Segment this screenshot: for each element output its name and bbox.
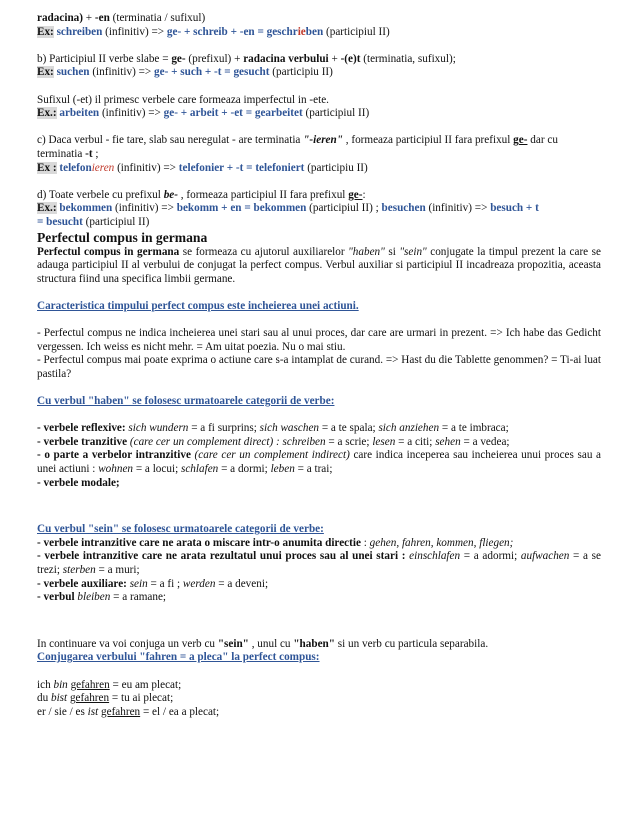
text: gefahren	[101, 705, 141, 718]
text: (terminatia / sufixul)	[109, 12, 206, 24]
text: bin	[53, 678, 68, 691]
text: lesen	[372, 435, 396, 448]
text: besuchen	[381, 202, 426, 215]
text: d) Toate verbele cu prefixul	[37, 188, 164, 201]
text: sehen	[435, 435, 461, 448]
usage-line-1: - Perfectul compus ne indica incheierea unei stari sau al unui proces, dar care are urmari in prezent. => Ich habe das Gedicht vergessen. Ich weiss es nicht mehr. = Am uitat poezia. Nu o mai stiu.	[37, 327, 601, 353]
text: :	[360, 536, 370, 549]
example-label: Ex :	[37, 161, 57, 174]
text: (participiul II)	[302, 107, 370, 120]
text: ge- + such + -t = gesucht	[154, 66, 270, 79]
text: bist	[50, 692, 68, 705]
text: -t	[85, 147, 93, 160]
text: (infinitiv) =>	[114, 161, 179, 174]
sein-directie	[37, 537, 601, 551]
text: =	[254, 25, 267, 38]
text: ge- + arbeit + -et = gearbeitet	[163, 107, 303, 120]
text: "sein"	[217, 637, 249, 650]
rule-c	[37, 134, 601, 161]
example-arbeiten	[37, 107, 601, 121]
example-label: Ex:	[37, 25, 54, 38]
rule-b	[37, 53, 601, 67]
text: conjugate la timpul prezent la care se adauga participiul II al verbului de conjugat la perfect compus. Verbul auxiliar si participiul II incadreaza propozitia, aceasta structura fiind una specifica limbii germane.	[37, 245, 601, 285]
text: , formeaza participiul II fara prefixul	[177, 188, 349, 201]
text: sich wundern	[125, 422, 189, 435]
text: ie	[297, 25, 306, 38]
text: bleiben	[74, 591, 111, 604]
text: = a vedea;	[460, 435, 510, 448]
characteristic-heading: Caracteristica timpului perfect compus este incheierea unei actiuni.	[37, 299, 359, 312]
text: care indica inceperea sau incheierea unui proces sau a unei actiuni :	[37, 449, 601, 475]
text: = a citi;	[395, 435, 436, 448]
text: = a deveni;	[215, 577, 269, 590]
text: gefahren	[70, 678, 110, 691]
sein-bleiben	[37, 591, 601, 605]
continue-paragraph	[37, 638, 601, 652]
text: dar cu terminatia	[37, 134, 558, 160]
text: (participiul II) ;	[306, 202, 382, 215]
text: = a fi surprins;	[188, 422, 260, 435]
text: sich waschen	[259, 422, 320, 435]
text: = eu am plecat;	[109, 678, 182, 691]
example-schreiben	[37, 26, 601, 40]
text: ge-	[513, 134, 528, 147]
text: -(e)t	[340, 52, 361, 65]
text: - verbele reflexive:	[37, 422, 126, 435]
text: aufwachen	[520, 550, 570, 563]
text: sich anziehen	[378, 422, 440, 435]
text: schreib	[193, 25, 228, 38]
sein-auxiliare	[37, 578, 601, 592]
text: besuch + t	[490, 202, 539, 215]
text: bekomm + en = bekommen	[176, 202, 307, 215]
sein-heading: Cu verbul "sein" se folosesc urmatoarele categorii de verbe:	[37, 523, 324, 536]
text: c) Daca verbul - fie tare, slab sau neregulat - are terminatia	[37, 134, 304, 147]
text: (infinitiv) =>	[99, 107, 164, 120]
text: (infinitiv) =>	[425, 202, 491, 215]
text: , formeaza participiul II fara prefixul	[342, 134, 514, 147]
text: bekommen	[59, 202, 113, 215]
text: - verbele tranzitive	[37, 435, 128, 448]
text: werden	[182, 577, 216, 590]
text: +	[227, 25, 240, 38]
example-suchen	[37, 66, 601, 80]
text: "-ieren"	[303, 134, 343, 147]
haben-intranzitive	[37, 449, 601, 476]
text: (infinitiv) =>	[102, 25, 167, 38]
text: (participiul II)	[82, 215, 150, 228]
text: (participiul II)	[323, 25, 390, 38]
text: (infinitiv) =>	[89, 66, 155, 79]
haben-tranzitive	[37, 436, 601, 450]
text: = tu ai plecat;	[109, 692, 174, 705]
text: schreiben	[282, 435, 326, 448]
text: suchen	[56, 66, 90, 79]
conjugation-row	[37, 706, 601, 720]
example-label: Ex.:	[37, 202, 57, 215]
suffix-note: Sufixul (-et) il primesc verbele care formeaza imperfectul in -ete.	[37, 93, 329, 106]
text: telefonier + -t = telefoniert	[178, 161, 305, 174]
text: si	[384, 245, 400, 258]
text: ;	[92, 147, 99, 160]
text: er / sie / es	[37, 705, 88, 718]
text: (infinitiv) =>	[112, 202, 177, 215]
text: b) Participiul II verbe slabe =	[37, 52, 172, 65]
example-label: Ex.:	[37, 107, 57, 120]
text: +	[181, 25, 194, 38]
text: - verbele intranzitive care ne arata o miscare intr-o anumita directie	[37, 536, 361, 549]
text: (prefixul) +	[185, 52, 244, 65]
text: leben	[270, 463, 295, 475]
rule-d	[37, 189, 601, 203]
text: +	[328, 52, 341, 65]
text: +	[83, 12, 95, 24]
text: (participiu II)	[269, 66, 333, 79]
text: ich	[37, 678, 54, 691]
haben-heading: Cu verbul "haben" se folosesc urmatoarele categorii de verbe:	[37, 395, 335, 408]
text: = a ramane;	[110, 591, 167, 604]
text: = a te spala;	[319, 422, 379, 435]
example-telefonieren	[37, 162, 601, 176]
text: (care cer un complement direct) :	[127, 435, 283, 448]
text: gefahren	[69, 692, 110, 705]
text: geschr	[266, 25, 298, 38]
text: ist	[87, 705, 99, 718]
example-label: Ex:	[37, 66, 54, 79]
text: schreiben	[56, 25, 103, 38]
text: = a se trezi;	[37, 550, 601, 576]
text: radacina verbului	[243, 52, 329, 65]
conjugation-heading: Conjugarea verbului "fahren = a pleca" la perfect compus:	[37, 651, 320, 664]
text: In continuare va voi conjuga un verb cu	[37, 637, 218, 650]
text: :	[362, 188, 366, 201]
text: ge-	[171, 52, 186, 65]
intro-paragraph	[37, 246, 601, 287]
text: -en	[239, 25, 255, 38]
text: gehen, fahren, kommen, fliegen;	[369, 536, 514, 549]
text: se formeaza cu ajutorul auxiliarelor	[179, 245, 349, 258]
text: ieren	[91, 161, 115, 174]
text: wohnen	[98, 463, 134, 475]
text: "haben"	[348, 245, 385, 258]
text: du	[37, 692, 51, 705]
text: "haben"	[293, 637, 335, 650]
text: = el / ea a plecat;	[140, 705, 220, 718]
text: - verbele auxiliare:	[37, 577, 127, 590]
text: arbeiten	[59, 107, 100, 120]
example-bekommen	[37, 202, 601, 229]
text: = a fi ;	[147, 577, 183, 590]
text: = a scrie;	[325, 435, 373, 448]
text: - verbul	[37, 591, 75, 604]
sein-rezultat	[37, 550, 601, 577]
text: be-	[163, 188, 178, 201]
text: - o parte a verbelor intranzitive	[37, 449, 191, 462]
haben-modale: - verbele modale;	[37, 476, 120, 489]
text: si un verb cu particula separabila.	[334, 637, 489, 650]
text: sein	[126, 577, 148, 590]
text: (care cer un complement indirect)	[190, 449, 350, 462]
text: (terminatia, sufixul);	[360, 52, 456, 65]
text: ge-	[166, 25, 182, 38]
text: = besucht	[37, 215, 83, 228]
text: = a trai;	[294, 463, 333, 475]
text: radacina)	[37, 12, 83, 24]
text: (participiu II)	[304, 161, 368, 174]
text: ben	[305, 25, 324, 38]
text: = a locui;	[133, 463, 181, 475]
conjugation-row	[37, 679, 601, 693]
text: = a te imbraca;	[439, 422, 509, 435]
text: = a dormi;	[218, 463, 271, 475]
text: einschlafen	[405, 550, 461, 563]
section-heading: Perfectul compus in germana	[37, 229, 208, 245]
text: schlafen	[180, 463, 219, 475]
text: telefon	[59, 161, 92, 174]
text: sterben	[62, 563, 96, 576]
text: -en	[94, 12, 110, 24]
text: Perfectul compus in germana	[37, 245, 180, 258]
text: = a adormi;	[460, 550, 521, 563]
text: , unul cu	[248, 637, 294, 650]
haben-reflexive	[37, 422, 601, 436]
text: "sein"	[399, 245, 427, 258]
rule-a-tail	[37, 12, 601, 26]
text: - verbele intranzitive care ne arata rezultatul unui proces sau al unei stari :	[37, 550, 406, 563]
text: = a muri;	[95, 563, 140, 576]
usage-line-2: - Perfectul compus mai poate exprima o actiune care s-a intamplat de curand. => Hast du die Tablette genommen? = Ti-ai luat pastila?	[37, 354, 601, 380]
conjugation-row	[37, 692, 601, 706]
text: ge-	[348, 188, 363, 201]
